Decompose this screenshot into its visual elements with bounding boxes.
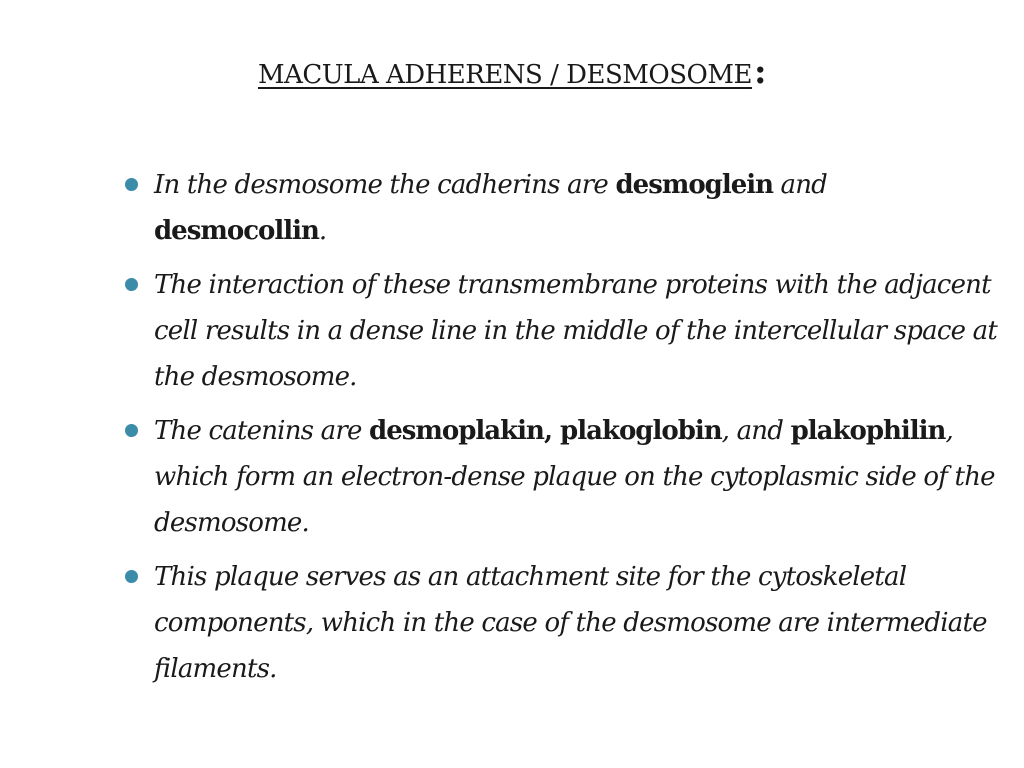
bullet-bold-term: desmoglein xyxy=(615,170,774,200)
bullet-item-interaction xyxy=(125,262,1005,400)
bullet-item-catenins xyxy=(125,408,1005,546)
bullet-dot-icon xyxy=(125,178,138,191)
bullet-dot-icon xyxy=(125,278,138,291)
slide-title xyxy=(0,52,1024,92)
bullet-text: , which form an electron-dense plaque on the cytoplasmic side of the desmosome. xyxy=(154,416,995,538)
bullet-text: , and xyxy=(721,416,791,446)
bullet-bold-term: desmocollin xyxy=(154,216,319,246)
bullet-item-plaque xyxy=(125,554,1005,692)
bullet-text: This plaque serves as an attachment site for the cytoskeletal components, which in the case of the desmosome are intermediate filaments. xyxy=(154,562,987,684)
bullet-text: . xyxy=(318,216,327,246)
bullet-text: and xyxy=(773,170,828,200)
bullet-dot-icon xyxy=(125,424,138,437)
slide-title-colon: : xyxy=(753,52,767,92)
bullet-dot-icon xyxy=(125,570,138,583)
bullet-bold-term: desmoplakin, plakoglobin xyxy=(369,416,722,446)
bullet-text: The catenins are xyxy=(154,416,370,446)
bullet-bold-term: plakophilin xyxy=(790,416,946,446)
bullet-text: The interaction of these transmembrane proteins with the adjacent cell results in a dense line in the middle of the intercellular space at the desmosome. xyxy=(154,270,997,392)
bullet-list xyxy=(125,162,1005,700)
bullet-item-cadherins xyxy=(125,162,1005,254)
bullet-text: In the desmosome the cadherins are xyxy=(154,170,616,200)
slide-title-text: MACULA ADHERENS / DESMOSOME xyxy=(257,60,752,90)
